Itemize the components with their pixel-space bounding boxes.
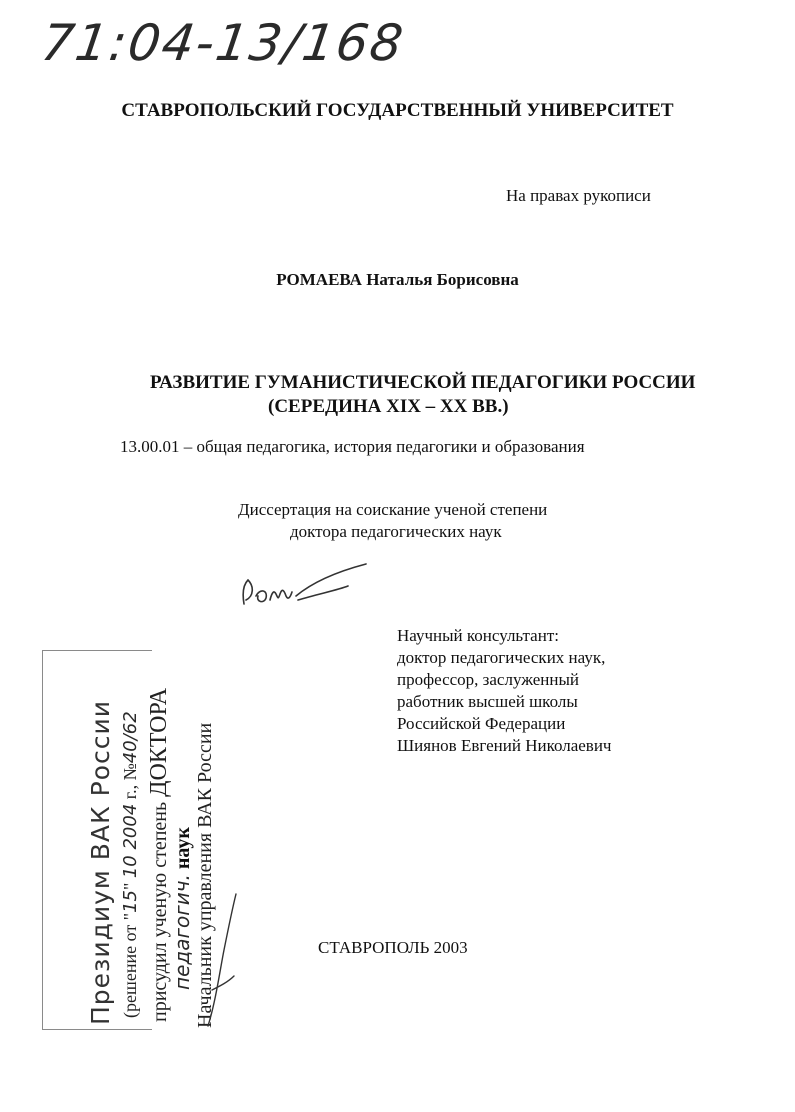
stamp-handwritten-signature xyxy=(202,890,242,1030)
consultant-line: Российской Федерации xyxy=(397,714,566,733)
university-name: СТАВРОПОЛЬСКИЙ ГОСУДАРСТВЕННЫЙ УНИВЕРСИТЕТ xyxy=(121,100,674,121)
city-year: СТАВРОПОЛЬ 2003 xyxy=(318,938,468,957)
dissertation-title-line1: РАЗВИТИЕ ГУМАНИСТИЧЕСКОЙ ПЕДАГОГИКИ РОССИИ xyxy=(150,372,696,393)
specialty-code: 13.00.01 – общая педагогика, история педагогики и образования xyxy=(120,437,585,456)
stamp-degree-prefix: присудил ученую степень xyxy=(149,796,171,1022)
vak-approval-stamp xyxy=(42,650,232,1030)
author-name: РОМАЕВА Наталья Борисовна xyxy=(276,270,519,289)
stamp-line-head: Начальник управления ВАК России xyxy=(194,722,216,1028)
archive-number: 71:04-13/168 xyxy=(37,14,409,72)
consultant-line: профессор, заслуженный xyxy=(397,670,580,689)
stamp-degree-value: ДОКТОРА xyxy=(146,687,172,797)
consultant-label: Научный консультант: xyxy=(397,626,559,645)
stamp-decision-day: 15 xyxy=(120,890,141,913)
dissertation-title-line2: (СЕРЕДИНА XIX – XX ВВ.) xyxy=(268,396,509,417)
dissertation-degree-line2: доктора педагогических наук xyxy=(290,522,502,541)
stamp-field-suffix: наук xyxy=(172,827,194,875)
dissertation-degree-line1: Диссертация на соискание ученой степени xyxy=(238,500,548,519)
stamp-field-handwritten: педагогич. xyxy=(170,874,194,990)
stamp-line-presidium: Президиум ВАК России xyxy=(86,699,115,1025)
stamp-line-degree xyxy=(146,688,173,1022)
stamp-line-field xyxy=(170,827,195,990)
stamp-decision-date: 10 2004 xyxy=(120,803,141,879)
stamp-decision-prefix: (решение от " xyxy=(120,912,140,1018)
stamp-line-decision xyxy=(120,711,141,1018)
stamp-decision-number: 40/62 xyxy=(120,711,141,764)
consultant-line: доктор педагогических наук, xyxy=(397,648,606,667)
consultant-line: работник высшей школы xyxy=(397,692,578,711)
stamp-decision-suffix: г., № xyxy=(120,763,140,804)
manuscript-note: На правах рукописи xyxy=(506,186,651,205)
stamp-decision-mid: " xyxy=(120,878,140,891)
consultant-name: Шиянов Евгений Николаевич xyxy=(397,736,612,755)
handwritten-signature xyxy=(238,556,378,616)
